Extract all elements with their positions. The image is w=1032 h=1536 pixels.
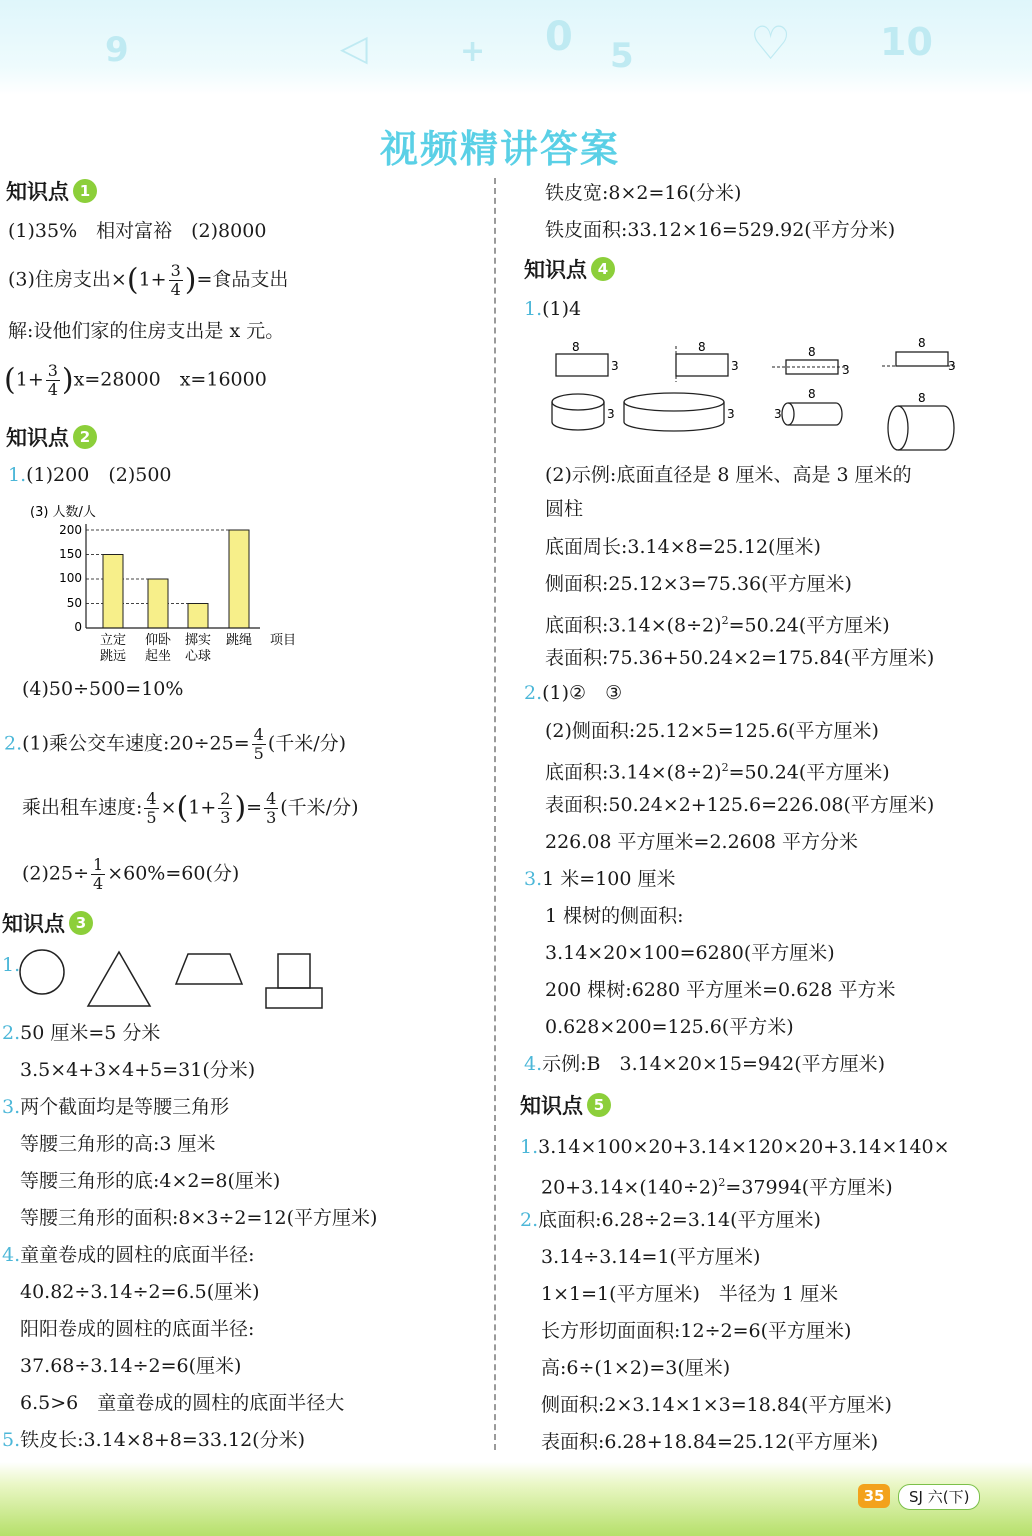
denominator: 4 bbox=[47, 380, 58, 399]
question-number: 5. bbox=[2, 1429, 21, 1451]
dimension-label: 3 bbox=[774, 407, 782, 421]
question-number: 3. bbox=[2, 1096, 21, 1118]
trapezoid-shape bbox=[176, 954, 242, 984]
decor-digit-5: 5 bbox=[610, 36, 634, 76]
chart-bars bbox=[103, 530, 249, 628]
fraction bbox=[144, 790, 158, 827]
answer-line: 0.628×200=125.6(平方米) bbox=[545, 1016, 794, 1038]
formula-text: (千米/分) bbox=[267, 732, 347, 755]
answer-line: 底面周长:3.14×8=25.12(厘米) bbox=[545, 536, 821, 558]
cylinder-bottom bbox=[552, 422, 604, 430]
denominator: 3 bbox=[266, 808, 277, 827]
section-heading-5 bbox=[520, 1090, 611, 1120]
answer-text: =37994(平方厘米) bbox=[725, 1176, 893, 1199]
rectangle-shape bbox=[896, 352, 948, 366]
answer-line bbox=[524, 680, 622, 706]
answer-text: 1 米=100 厘米 bbox=[542, 868, 676, 890]
formula-number: 1 bbox=[188, 796, 201, 819]
y-ticks bbox=[59, 523, 82, 634]
answer-line: 3.14÷3.14=1(平方厘米) bbox=[541, 1246, 761, 1268]
answer-text: 童童卷成的圆柱的底面半径: bbox=[20, 1244, 255, 1266]
answer-line: 解:设他们家的住房支出是 x 元。 bbox=[8, 320, 285, 342]
denominator: 5 bbox=[146, 808, 157, 827]
page-number: 35 bbox=[858, 1484, 890, 1508]
answer-line bbox=[520, 1207, 821, 1233]
answer-line bbox=[541, 1170, 893, 1200]
bar bbox=[148, 579, 168, 628]
dimension-label: 3 bbox=[727, 407, 735, 421]
answer-text: (1)200 (2)500 bbox=[26, 464, 172, 486]
answer-line bbox=[2, 1094, 229, 1120]
bar bbox=[103, 555, 123, 629]
answer-line: 高:6÷(1×2)=3(厘米) bbox=[541, 1357, 731, 1379]
answer-line: 表面积:75.36+50.24×2=175.84(平方厘米) bbox=[545, 647, 935, 669]
decor-digit-9: 9 bbox=[105, 30, 129, 70]
question-number: 3. bbox=[524, 868, 543, 890]
chart-title: (3) 人数/人 bbox=[30, 505, 96, 520]
denominator: 5 bbox=[253, 744, 264, 763]
grade-label: SJ 六(下) bbox=[898, 1484, 980, 1510]
section-number-badge: 4 bbox=[591, 257, 615, 281]
question-number: 1. bbox=[2, 954, 21, 976]
numerator: 3 bbox=[47, 361, 58, 380]
plus-sign: + bbox=[27, 368, 44, 391]
answer-text: =50.24(平方厘米) bbox=[728, 761, 890, 784]
rectangle-shape bbox=[556, 354, 608, 376]
decor-digit-0: 0 bbox=[545, 14, 573, 60]
formula-text: (2)25÷ bbox=[22, 862, 90, 885]
answer-line: 表面积:6.28+18.84=25.12(平方厘米) bbox=[541, 1431, 879, 1453]
section-shapes-figure bbox=[14, 946, 334, 1012]
y-tick-label: 0 bbox=[74, 620, 82, 634]
formula-text: = bbox=[246, 796, 263, 819]
cylinder-figure bbox=[546, 332, 966, 456]
superscript: 2 bbox=[721, 761, 729, 774]
fraction bbox=[169, 262, 183, 299]
answer-line: (2)示例:底面直径是 8 厘米、高是 3 厘米的 bbox=[545, 464, 912, 486]
formula-text: =食品支出 bbox=[196, 268, 289, 291]
x-tick-label: 起坐 bbox=[144, 649, 172, 664]
dimension-label: 8 bbox=[918, 336, 926, 350]
cylinder-end bbox=[944, 406, 954, 450]
answer-formula bbox=[4, 362, 267, 399]
answer-line: (2)侧面积:25.12×5=125.6(平方厘米) bbox=[545, 720, 879, 742]
question-number: 2. bbox=[2, 1022, 21, 1044]
answer-line: 侧面积:2×3.14×1×3=18.84(平方厘米) bbox=[541, 1394, 892, 1416]
decor-digit-10: 10 bbox=[880, 20, 933, 64]
bar bbox=[229, 530, 249, 628]
section-heading-2 bbox=[6, 422, 97, 452]
answer-line bbox=[524, 1051, 885, 1077]
answer-line: 37.68÷3.14÷2=6(厘米) bbox=[20, 1355, 242, 1377]
paren-left: ( bbox=[4, 362, 16, 398]
times-sign: × bbox=[160, 796, 177, 819]
answer-line: 6.5>6 童童卷成的圆柱的底面半径大 bbox=[20, 1392, 345, 1414]
dimension-label: 8 bbox=[918, 391, 926, 405]
y-tick-label: 150 bbox=[59, 547, 82, 561]
numerator: 3 bbox=[170, 261, 181, 280]
question-number: 4. bbox=[2, 1244, 21, 1266]
answer-text: 20+3.14×(140÷2) bbox=[541, 1176, 719, 1199]
question-number: 2. bbox=[4, 732, 23, 755]
numerator: 1 bbox=[93, 855, 104, 874]
dimension-label: 8 bbox=[572, 340, 580, 354]
answer-text: (1)4 bbox=[542, 298, 582, 320]
answer-line bbox=[524, 866, 676, 892]
x-tick-label: 仰卧 bbox=[144, 633, 172, 648]
denominator: 4 bbox=[170, 280, 181, 299]
cylinder-end bbox=[836, 403, 842, 425]
paren-right: ) bbox=[61, 362, 74, 398]
section-number-badge: 3 bbox=[69, 911, 93, 935]
answer-line bbox=[545, 608, 890, 638]
question-number: 4. bbox=[524, 1053, 543, 1075]
answer-line: 等腰三角形的底:4×2=8(厘米) bbox=[20, 1170, 281, 1192]
y-tick-label: 200 bbox=[59, 523, 82, 537]
formula-text: 乘出租车速度: bbox=[22, 796, 143, 819]
x-tick-label: 掷实 bbox=[184, 633, 212, 648]
section-heading-1 bbox=[6, 176, 97, 206]
page-title: 视频精讲答案 bbox=[379, 127, 620, 171]
denominator: 4 bbox=[93, 874, 104, 893]
answer-line: 等腰三角形的面积:8×3÷2=12(平方厘米) bbox=[20, 1207, 378, 1229]
decor-plus-icon: + bbox=[460, 34, 486, 69]
fraction bbox=[264, 790, 278, 827]
answer-line: 阳阳卷成的圆柱的底面半径: bbox=[20, 1318, 255, 1340]
answer-line: 铁皮面积:33.12×16=529.92(平方分米) bbox=[545, 219, 896, 241]
plus-sign: + bbox=[150, 268, 167, 291]
section-heading-4 bbox=[524, 254, 615, 284]
answer-line: 3.14×20×100=6280(平方厘米) bbox=[545, 942, 835, 964]
fraction bbox=[218, 790, 232, 827]
bar-chart bbox=[20, 494, 310, 669]
decor-triangle-icon: ◁ bbox=[340, 28, 368, 69]
column-divider bbox=[494, 178, 496, 1450]
answer-line bbox=[545, 755, 890, 785]
section-number-badge: 2 bbox=[73, 425, 97, 449]
formula-text: (3)住房支出× bbox=[8, 268, 127, 291]
answer-text: 3.14×100×20+3.14×120×20+3.14×140× bbox=[538, 1136, 950, 1158]
cylinder-end bbox=[782, 403, 794, 425]
circle-shape bbox=[20, 950, 64, 994]
paren-left: ( bbox=[176, 790, 189, 826]
triangle-shape bbox=[88, 952, 150, 1006]
decor-heart-icon: ♡ bbox=[750, 16, 792, 70]
answer-line: 1 棵树的侧面积: bbox=[545, 905, 684, 927]
dimension-label: 3 bbox=[948, 359, 956, 373]
answer-text: 底面积:3.14×(8÷2) bbox=[545, 614, 722, 637]
answer-line: 铁皮宽:8×2=16(分米) bbox=[545, 182, 742, 204]
question-number: 2. bbox=[524, 682, 543, 704]
cylinder-bottom bbox=[624, 422, 724, 431]
answer-line: 表面积:50.24×2+125.6=226.08(平方厘米) bbox=[545, 794, 935, 816]
answer-text: (1)② ③ bbox=[542, 682, 623, 704]
question-number: 1. bbox=[8, 464, 27, 486]
fraction bbox=[46, 362, 60, 399]
answer-text: 底面积:3.14×(8÷2) bbox=[545, 761, 722, 784]
answer-line: 3.5×4+3×4+5=31(分米) bbox=[20, 1059, 256, 1081]
y-tick-label: 100 bbox=[59, 571, 82, 585]
numerator: 4 bbox=[253, 725, 264, 744]
fraction bbox=[252, 726, 266, 763]
numerator: 4 bbox=[266, 789, 277, 808]
denominator: 3 bbox=[220, 808, 231, 827]
cylinder-top bbox=[552, 394, 604, 410]
x-tick-label: 立定 bbox=[99, 633, 127, 648]
square-shape bbox=[278, 954, 310, 988]
answer-formula bbox=[22, 790, 359, 827]
x-tick-label: 心球 bbox=[184, 649, 212, 664]
formula-text: (千米/分) bbox=[280, 796, 359, 819]
answer-line: 40.82÷3.14÷2=6.5(厘米) bbox=[20, 1281, 260, 1303]
dimension-label: 8 bbox=[808, 345, 816, 359]
rectangle-shape bbox=[676, 354, 728, 376]
answer-line bbox=[8, 462, 172, 488]
bar bbox=[188, 604, 208, 629]
numerator: 4 bbox=[146, 789, 157, 808]
formula-text: ×60%=60(分) bbox=[107, 862, 240, 885]
plus-sign: + bbox=[200, 796, 217, 819]
formula-text: x=28000 x=16000 bbox=[73, 368, 267, 391]
cylinder-top bbox=[624, 393, 724, 411]
formula-text: (1)乘公交车速度:20÷25= bbox=[22, 732, 250, 755]
answer-line: (1)35% 相对富裕 (2)8000 bbox=[8, 220, 267, 242]
section-heading-3 bbox=[2, 908, 93, 938]
numerator: 2 bbox=[220, 789, 231, 808]
answer-text: 示例:B 3.14×20×15=942(平方厘米) bbox=[542, 1053, 886, 1075]
answer-line bbox=[2, 1242, 255, 1268]
cylinder-end bbox=[888, 406, 908, 450]
question-number: 2. bbox=[520, 1209, 539, 1231]
section-heading-label: 知识点 bbox=[520, 1094, 583, 1118]
answer-line: 等腰三角形的高:3 厘米 bbox=[20, 1133, 216, 1155]
section-number-badge: 1 bbox=[73, 179, 97, 203]
dimension-label: 3 bbox=[731, 359, 739, 373]
answer-line bbox=[520, 1134, 950, 1160]
answer-formula bbox=[4, 726, 346, 763]
x-tick-label: 跳远 bbox=[99, 649, 127, 664]
dimension-label: 3 bbox=[842, 363, 850, 377]
answer-line: 圆柱 bbox=[545, 498, 584, 520]
paren-right: ) bbox=[234, 790, 247, 826]
top-banner bbox=[0, 0, 1032, 95]
section-heading-label: 知识点 bbox=[6, 426, 69, 450]
x-axis-label: 项目 bbox=[270, 633, 297, 648]
answer-line bbox=[524, 296, 581, 322]
paren-left: ( bbox=[126, 262, 139, 298]
answer-line bbox=[2, 1020, 160, 1046]
question-number: 1. bbox=[524, 298, 543, 320]
superscript: 2 bbox=[718, 1176, 726, 1189]
section-heading-label: 知识点 bbox=[6, 180, 69, 204]
answer-line: 侧面积:25.12×3=75.36(平方厘米) bbox=[545, 573, 852, 595]
answer-text: 铁皮长:3.14×8+8=33.12(分米) bbox=[20, 1429, 306, 1451]
section-heading-label: 知识点 bbox=[2, 912, 65, 936]
dimension-label: 8 bbox=[698, 340, 706, 354]
x-labels bbox=[100, 632, 296, 664]
dimension-label: 3 bbox=[607, 407, 615, 421]
superscript: 2 bbox=[721, 614, 729, 627]
dimension-label: 3 bbox=[611, 359, 619, 373]
answer-line: (4)50÷500=10% bbox=[22, 678, 184, 700]
answer-line: 226.08 平方厘米=2.2608 平方分米 bbox=[545, 831, 858, 853]
dimension-label: 8 bbox=[808, 387, 816, 401]
y-tick-label: 50 bbox=[66, 596, 82, 610]
answer-text: =50.24(平方厘米) bbox=[728, 614, 890, 637]
paren-right: ) bbox=[184, 262, 197, 298]
answer-formula bbox=[22, 856, 239, 893]
answer-line: 长方形切面面积:12÷2=6(平方厘米) bbox=[541, 1320, 852, 1342]
fraction bbox=[91, 856, 105, 893]
question-number: 1. bbox=[520, 1136, 539, 1158]
answer-text: 50 厘米=5 分米 bbox=[20, 1022, 161, 1044]
answer-text: 底面积:6.28÷2=3.14(平方厘米) bbox=[538, 1209, 821, 1231]
x-tick-label: 跳绳 bbox=[225, 633, 253, 648]
answer-line: 1×1=1(平方厘米) 半径为 1 厘米 bbox=[541, 1283, 839, 1305]
answer-line bbox=[2, 1427, 305, 1453]
answer-line: 200 棵树:6280 平方厘米=0.628 平方米 bbox=[545, 979, 896, 1001]
formula-number: 1 bbox=[138, 268, 151, 291]
answer-text: 两个截面均是等腰三角形 bbox=[20, 1096, 230, 1118]
section-number-badge: 5 bbox=[587, 1093, 611, 1117]
answer-formula bbox=[8, 262, 288, 299]
base-rectangle-shape bbox=[266, 988, 322, 1008]
section-heading-label: 知识点 bbox=[524, 258, 587, 282]
formula-number: 1 bbox=[15, 368, 28, 391]
